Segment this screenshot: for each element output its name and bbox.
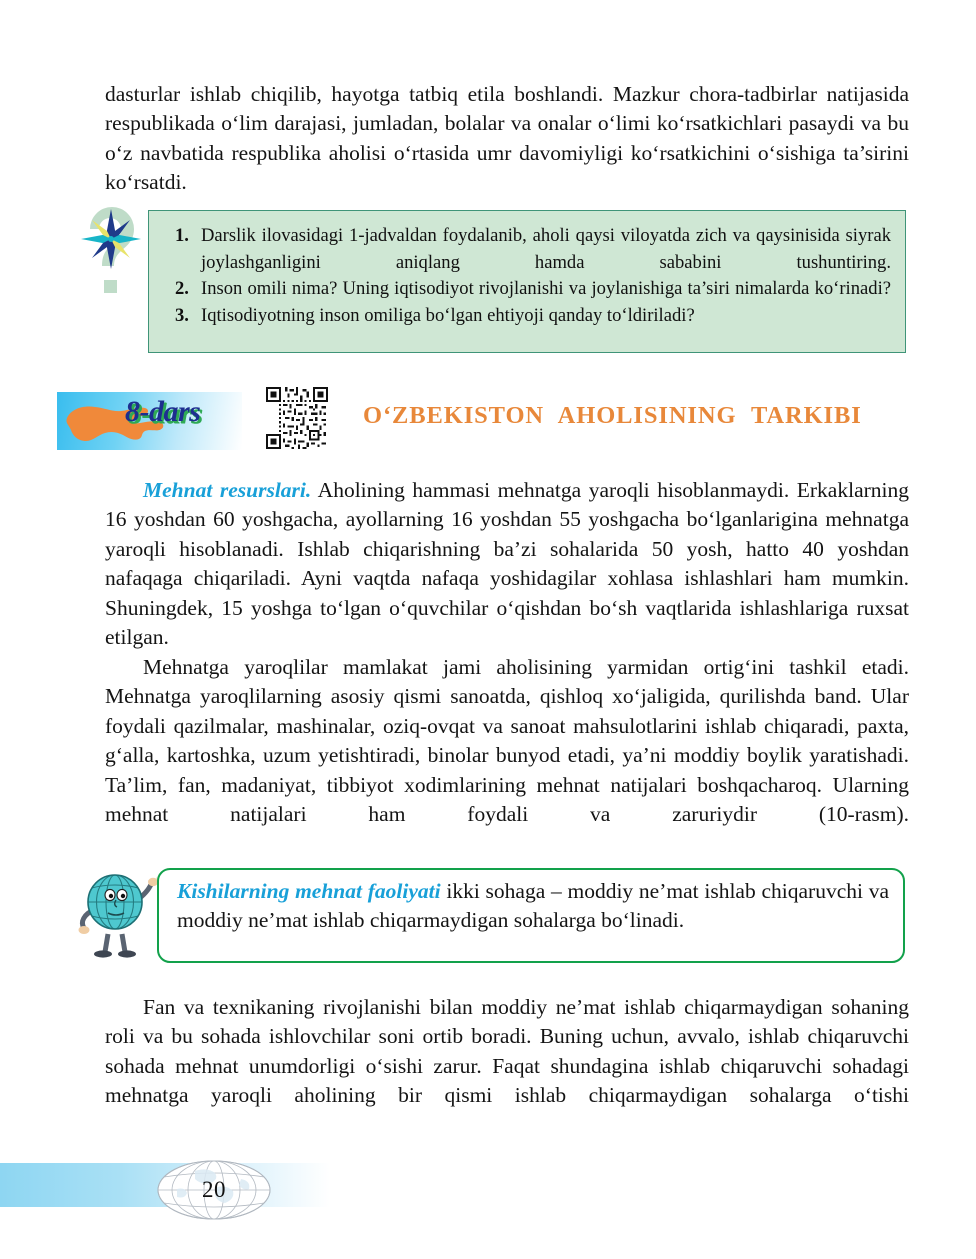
question-text: Darslik ilovasidagi 1-jadvaldan foydalanib, aholi qaysi viloyatda zich va qaysinisida siyrak joylashganligini aniqlang hamda sababini tushuntiring. bbox=[201, 225, 891, 273]
lesson-number-label: 8-dars bbox=[125, 395, 201, 428]
definition-lead-term: Kishilarning mehnat faoliyati bbox=[177, 879, 441, 903]
definition-highlight-box bbox=[157, 868, 905, 963]
question-text: Iqtisodiyotning inson omiliga bo‘lgan ehtiyoji qanday to‘ldiriladi? bbox=[201, 304, 695, 326]
question-item bbox=[175, 303, 891, 330]
paragraph-lead-term: Mehnat resurslari. bbox=[143, 478, 312, 502]
page-number: 20 bbox=[202, 1177, 226, 1202]
question-mark-compass-icon bbox=[78, 203, 146, 303]
body-paragraph-1 bbox=[105, 476, 909, 652]
questions-box bbox=[148, 210, 906, 353]
questions-list bbox=[175, 223, 891, 329]
definition-text bbox=[177, 877, 889, 936]
definition-body-text: ikki sohaga – moddiy ne’mat ishlab chiqaruvchi va moddiy ne’mat ishlab chiqarmaydigan sohalarga bo‘linadi. bbox=[177, 879, 890, 933]
question-number: 1. bbox=[175, 225, 189, 246]
question-number: 2. bbox=[175, 278, 189, 299]
qr-code[interactable] bbox=[266, 387, 328, 449]
question-item bbox=[175, 276, 891, 303]
question-text: Inson omili nima? Uning iqtisodiyot rivojlanishi va joylanishiga ta’siri nimalarda ko‘rinadi? bbox=[201, 278, 891, 299]
question-number: 3. bbox=[175, 304, 189, 326]
paragraph-body-text: Aholining hammasi mehnatga yaroqli hisoblanmaydi. Erkaklarning 16 yoshdan 60 yoshgacha, ayollarning 16 yoshdan 55 yoshgacha bo‘lganlarigina mehnatga yaroqli hisoblanadi. Ishlab chiqarishning ba’zi sohalarida 50 yosh, hatto 40 yoshdan nafaqaga chiqariladi. Ayni vaqtda nafaqa yoshidagilar xohlasa ishlashlari ham mumkin. Shuningdek, 15 yoshga to‘lgan o‘quvchilar o‘qishdan bo‘sh vaqtlarida ishlashlariga ruxsat etilgan. bbox=[105, 478, 909, 650]
lesson-banner bbox=[57, 392, 242, 450]
body-paragraph-2: Mehnatga yaroqlilar mamlakat jami aholisining yarmidan ortig‘ini tashkil etadi. Mehnatga yaroqlilarning asosiy qismi sanoatda, qishloq xo‘jaligida, qurilishda band. Ular foydali qazilmalar, mashinalar, oziq-ovqat va sanoat mahsulotlarini ishlab chiqaradi, paxta, g‘alla, kartoshka, uzum yetishtiradi, binolar bunyod etadi, ya’ni moddiy boylik yaratishadi. Ta’lim, fan, madaniyat, tibbiyot xodimlarining mehnat natijalari boshqacharoq. Ularning mehnat natijalari ham foydali va zaruriydir (10-rasm). bbox=[105, 655, 909, 827]
lesson-title: O‘ZBEKISTON AHOLISINING TARKIBI bbox=[363, 402, 862, 429]
intro-paragraph: dasturlar ishlab chiqilib, hayotga tatbiq etila boshlandi. Mazkur chora-tadbirlar natijasida respublikada o‘lim darajasi, jumladan, bolalar va onalar o‘limi ko‘rsatkichlari pasaydi va bu o‘z navbatida respublika aholisi o‘rtasida umr davomiyligi ko‘rsatkichini o‘sishiga ta’sirini ko‘rsatdi. bbox=[105, 82, 909, 195]
body-paragraph-3: Fan va texnikaning rivojlanishi bilan moddiy ne’mat ishlab chiqarmaydigan sohaning roli va bu sohada ishlovchilar soni ortib boradi. Buning uchun, avvalo, ishlab chiqaruvchi sohada mehnat unumdorligi o‘sishi zarur. Faqat shundagina ishlab chiqaruvchi sohadagi mehnatga yaroqli aholining bir qismi ishlab chiqarmaydigan sohalarga o‘tishi bbox=[105, 995, 909, 1108]
question-item bbox=[175, 223, 891, 276]
globe-mascot-icon bbox=[72, 862, 160, 962]
